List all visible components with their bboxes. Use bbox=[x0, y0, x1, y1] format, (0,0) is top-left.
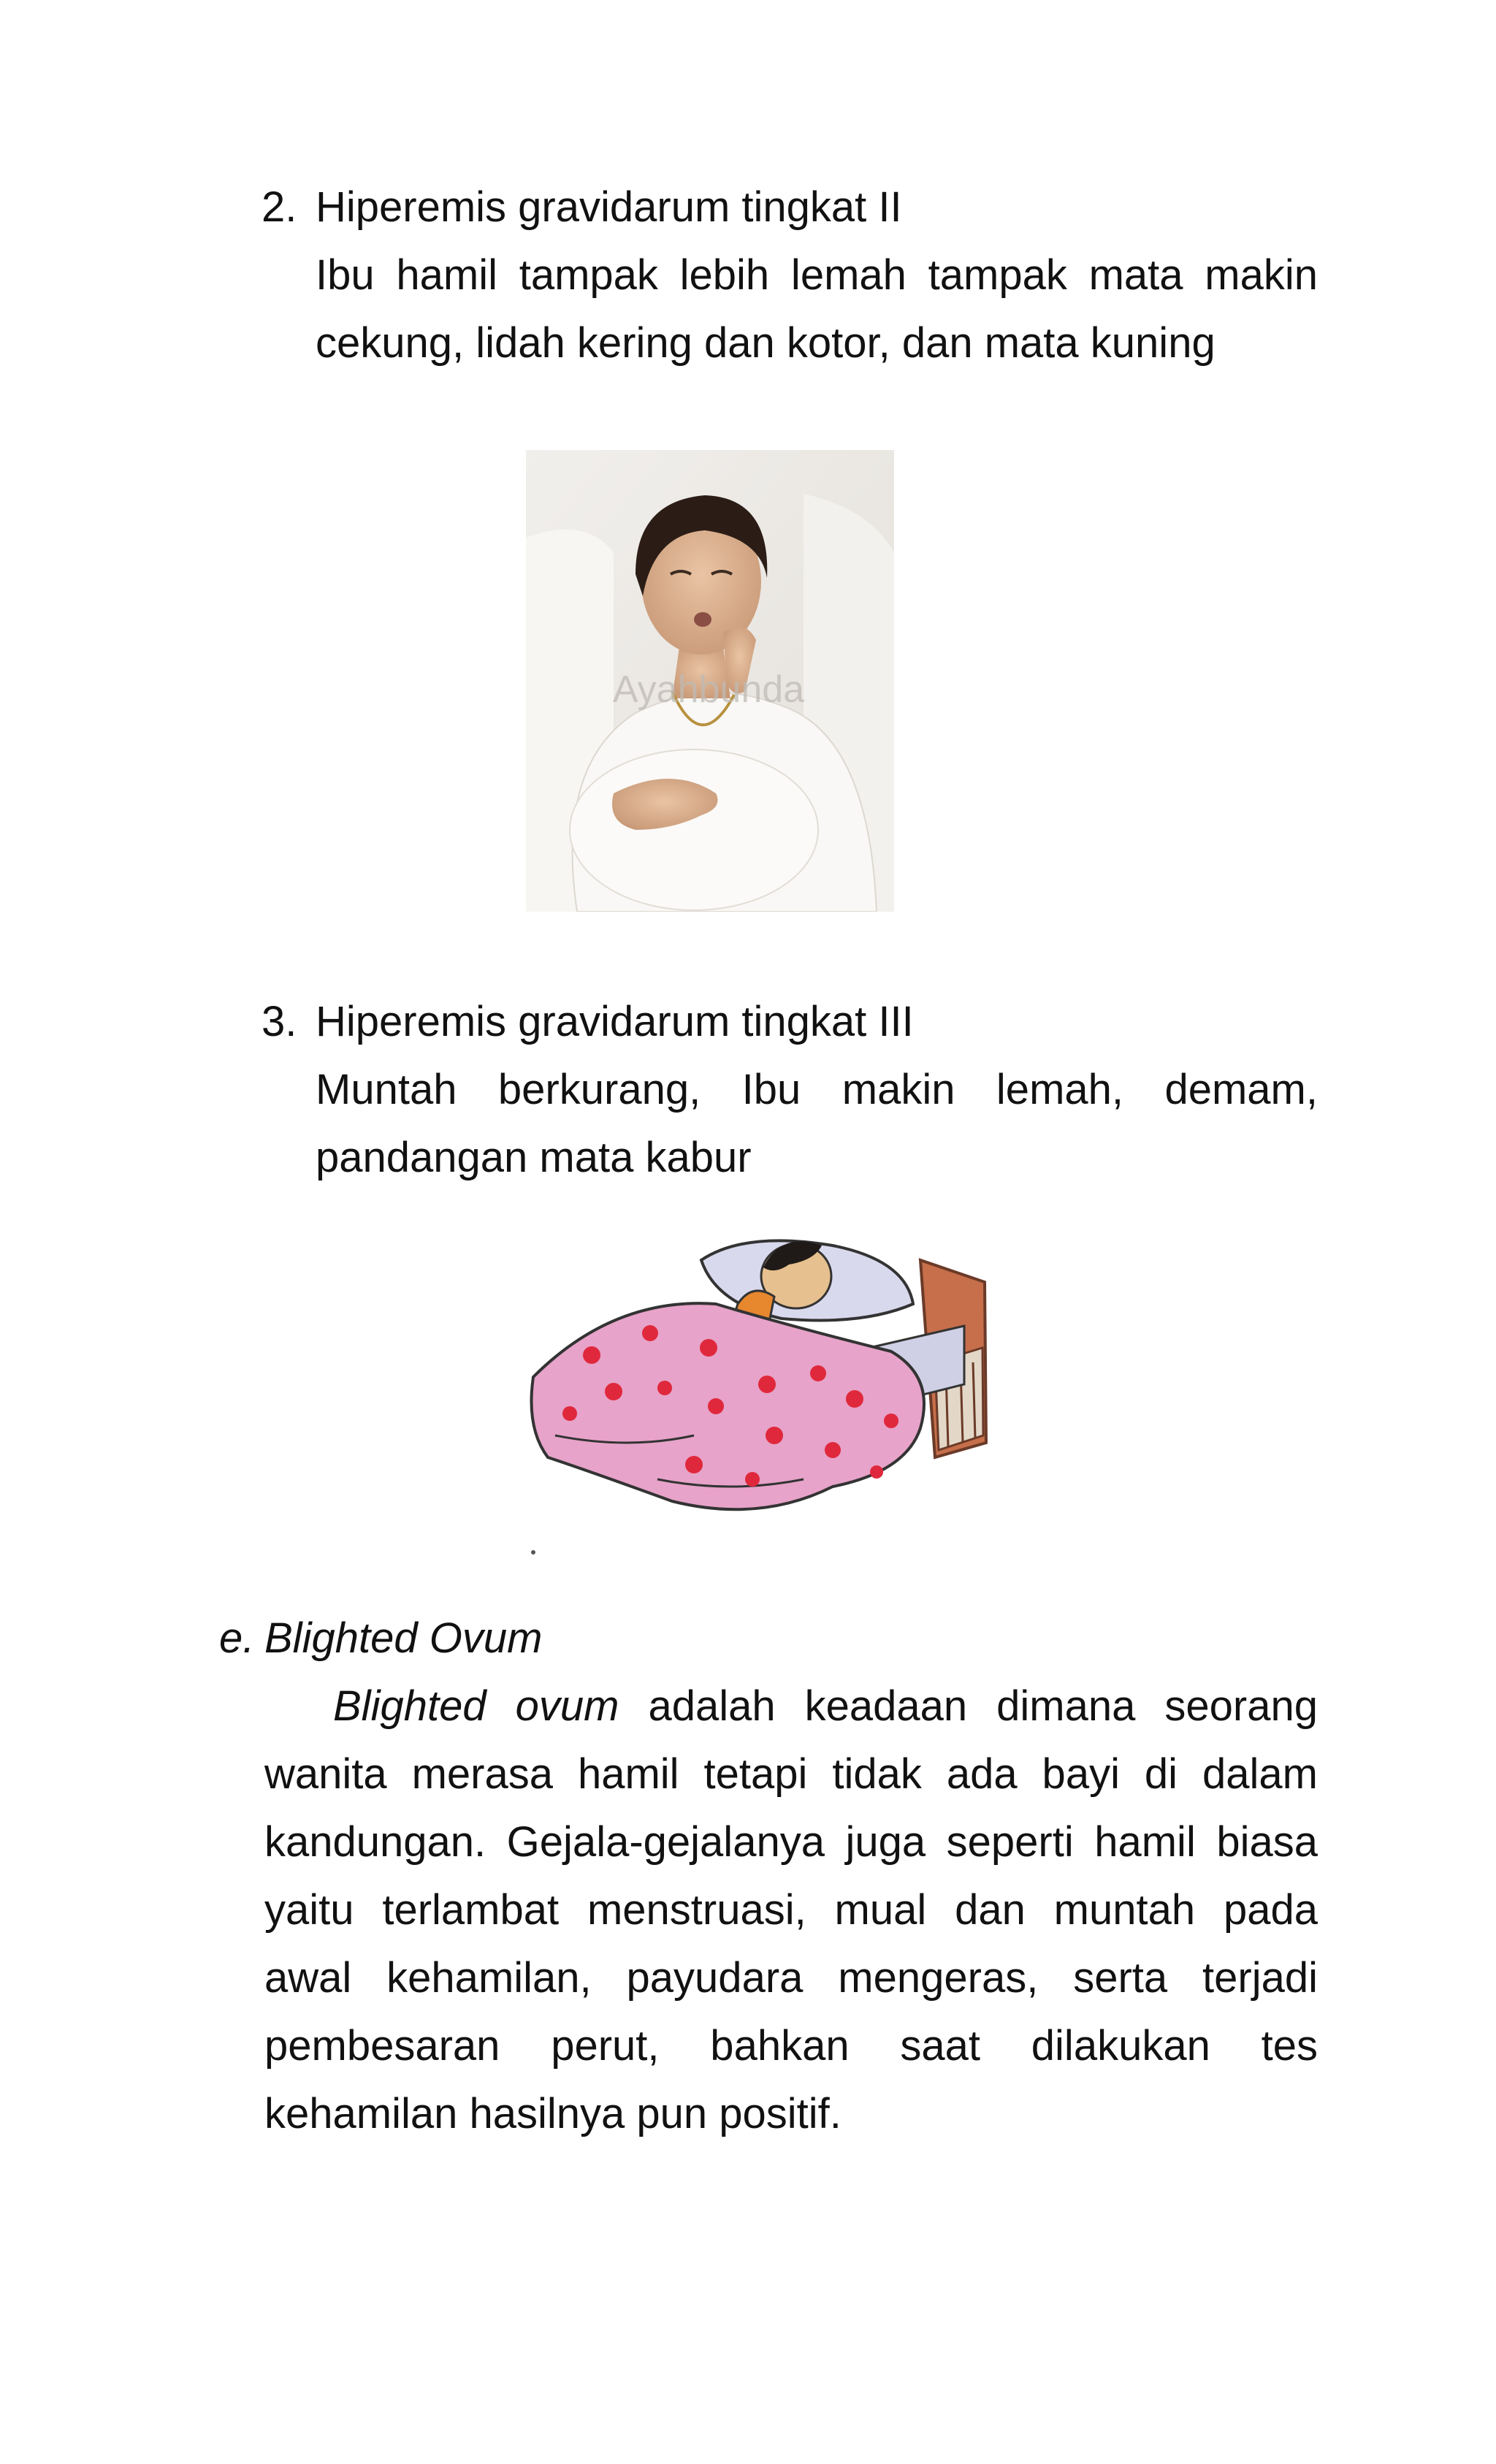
section-3-line-2: pandangan mata kabur bbox=[316, 1134, 752, 1181]
list-number-2: 2. bbox=[262, 183, 297, 231]
section-3-title: Hiperemis gravidarum tingkat III bbox=[316, 998, 914, 1045]
paragraph-line-6: pembesaran perut, bahkan saat dilakukan tes bbox=[264, 2022, 1318, 2070]
paragraph-line-3: kandungan. Gejala-gejalanya juga seperti hamil biasa bbox=[264, 1818, 1318, 1866]
svg-text:Ayahbunda: Ayahbunda bbox=[612, 668, 805, 711]
section-2-title: Hiperemis gravidarum tingkat II bbox=[316, 183, 902, 231]
paragraph-line-5: awal kehamilan, payudara mengeras, serta terjadi bbox=[264, 1954, 1318, 2002]
nauseous-pregnant-woman-photo bbox=[526, 450, 894, 912]
sick-woman-in-bed-illustration bbox=[526, 1216, 1001, 1560]
paragraph-line-1-rest: adalah keadaan dimana seorang bbox=[648, 1682, 1318, 1730]
paragraph-line-2: wanita merasa hamil tetapi tidak ada bayi di dalam bbox=[264, 1750, 1318, 1798]
paragraph-line-7: kehamilan hasilnya pun positif. bbox=[264, 2090, 842, 2137]
section-3-line-1: Muntah berkurang, Ibu makin lemah, demam, bbox=[316, 1066, 1318, 1113]
paragraph-line-4: yaitu terlambat menstruasi, mual dan muntah pada bbox=[264, 1886, 1318, 1934]
paragraph-line-1 bbox=[333, 1672, 1318, 1741]
italic-term: Blighted ovum bbox=[333, 1682, 619, 1730]
section-letter-e: e. bbox=[219, 1614, 255, 1662]
section-2-line-1: Ibu hamil tampak lebih lemah tampak mata makin bbox=[316, 251, 1318, 299]
list-number-3: 3. bbox=[262, 998, 297, 1045]
section-e-title: Blighted Ovum bbox=[264, 1614, 543, 1662]
section-2-line-2: cekung, lidah kering dan kotor, dan mata kuning bbox=[316, 319, 1216, 367]
